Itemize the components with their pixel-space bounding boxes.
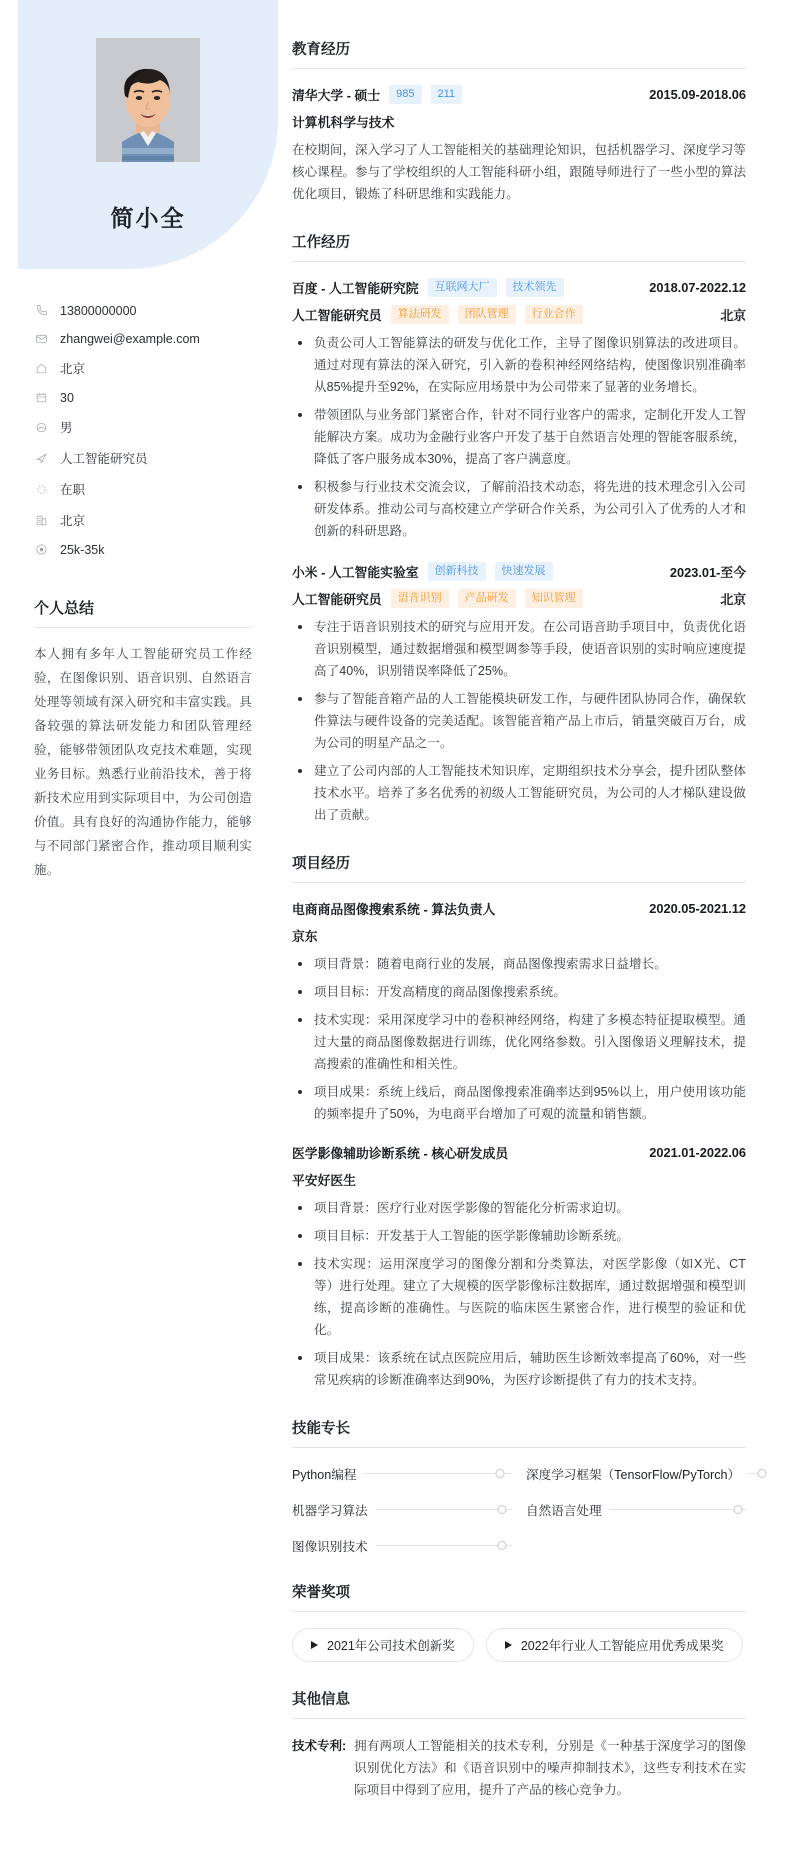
work-title: 工作经历 <box>292 231 746 262</box>
other-title: 其他信息 <box>292 1688 746 1719</box>
work-location: 北京 <box>720 308 746 323</box>
summary-text: 本人拥有多年人工智能研究员工作经验，在图像识别、语音识别、自然语言处理等领域有深入研究和丰富实践。具备较强的算法研发能力和团队管理经验，能够带领团队攻克技术难题，实现业务目标。熟悉行业前沿技术，善于将新技术应用到实际项目中，为公司创造价值。具有良好的沟通协作能力，能够与不同部门紧密合作，推动项目顺利实施。 <box>34 647 252 877</box>
contact-value: 北京 <box>60 362 86 376</box>
portrait-photo-icon <box>96 38 200 162</box>
skill-slider[interactable] <box>376 1504 512 1516</box>
list-item: 参与了智能音箱产品的人工智能模块研发工作，与硬件团队协同合作，确保软件算法与硬件设备的完美适配。该智能音箱产品上市后，销量突破百万台，成为公司的明星产品之一。 <box>292 688 746 754</box>
list-item: 项目目标：开发基于人工智能的医学影像辅助诊断系统。 <box>292 1225 746 1247</box>
honor-label: 2022年行业人工智能应用优秀成果奖 <box>520 1639 724 1653</box>
project-date: 2020.05-2021.12 <box>649 901 746 916</box>
work-bullets <box>292 332 746 542</box>
play-triangle-icon <box>311 1641 318 1649</box>
work-role-tag: 团队管理 <box>458 305 516 324</box>
list-item: 专注于语音识别技术的研究与应用开发。在公司语音助手项目中，负责优化语音识别模型，通过数据增强和模型调参等手段，使语音识别的实时响应速度提高了40%，识别错误率降低了25%。 <box>292 616 746 682</box>
work-company-tag: 创新科技 <box>428 562 486 581</box>
contact-value: 13800000000 <box>60 303 137 318</box>
honor-chip[interactable] <box>292 1628 474 1662</box>
summary-title: 个人总结 <box>34 597 252 628</box>
list-item: 积极参与行业技术交流会议，了解前沿技术动态，将先进的技术理念引入公司研发体系。推动公司与高校建立产学研合作关系，为公司引入了优秀的人才和创新的科研思路。 <box>292 476 746 542</box>
project-entry <box>292 899 746 1125</box>
work-role-line <box>292 589 746 608</box>
work-role-tag: 产品研发 <box>458 589 516 608</box>
project-header <box>292 899 746 918</box>
education-tag: 211 <box>431 85 463 104</box>
contact-value: 男 <box>60 421 73 435</box>
work-date: 2023.01-至今 <box>669 565 746 580</box>
honor-label: 2021年公司技术创新奖 <box>327 1639 455 1653</box>
contact-item-gender <box>34 418 278 436</box>
contact-value: 在职 <box>60 483 86 497</box>
rocket-icon <box>34 451 49 466</box>
skill-item <box>526 1464 746 1483</box>
skills-grid <box>292 1464 746 1555</box>
work-entry <box>292 562 746 826</box>
honor-chip[interactable] <box>486 1628 743 1662</box>
list-item: 技术实现：采用深度学习中的卷积神经网络，构建了多模态特征提取模型。通过大量的商品图像数据进行训练，优化网络参数。引入图像语义理解技术，提高搜索的准确性和相关性。 <box>292 1009 746 1075</box>
skills-section <box>292 1417 746 1555</box>
slider-knob[interactable] <box>498 1505 507 1514</box>
honors-section <box>292 1581 746 1662</box>
slider-knob[interactable] <box>498 1541 507 1550</box>
contact-item-salary <box>34 542 278 557</box>
slider-track <box>610 1509 746 1510</box>
skill-label: 机器学习算法 <box>292 1504 368 1518</box>
project-name: 电商商品图像搜索系统 - 算法负责人 <box>292 902 496 917</box>
work-role: 人工智能研究员 <box>292 592 382 607</box>
contact-value: 人工智能研究员 <box>60 452 148 466</box>
skill-item <box>292 1464 512 1483</box>
work-section <box>292 231 746 826</box>
project-bullets <box>292 953 746 1125</box>
contact-item-status <box>34 480 278 498</box>
skill-grid-empty-cell <box>526 1536 746 1555</box>
work-company-tag: 技术领先 <box>506 278 564 297</box>
gender-icon <box>34 420 49 435</box>
other-row <box>292 1735 746 1801</box>
building-icon <box>34 513 49 528</box>
list-item: 项目成果：系统上线后，商品图像搜索准确率达到95%以上，用户使用该功能的频率提升了50%，为电商平台增加了可观的流量和销售额。 <box>292 1081 746 1125</box>
education-school: 清华大学 - 硕士 <box>292 88 381 103</box>
sidebar <box>0 0 278 902</box>
contact-list <box>34 303 278 557</box>
honors-list <box>292 1628 746 1662</box>
slider-track <box>376 1509 512 1510</box>
list-item: 技术实现：运用深度学习的图像分割和分类算法，对医学影像（如X光、CT等）进行处理。建立了大规模的医学影像标注数据库，通过数据增强和模型训练，提高诊断的准确性。与医院的临床医生紧密合作，进行模型的验证和优化。 <box>292 1253 746 1341</box>
contact-item-age <box>34 390 278 405</box>
contact-value: 25k-35k <box>60 542 105 557</box>
project-org: 平安好医生 <box>292 1173 356 1188</box>
education-section <box>292 38 746 205</box>
work-entry <box>292 278 746 542</box>
other-section <box>292 1688 746 1801</box>
skill-item <box>292 1500 512 1519</box>
education-date: 2015.09-2018.06 <box>649 87 746 102</box>
contact-item-phone <box>34 303 278 318</box>
work-role-line <box>292 305 746 324</box>
work-role-tag: 知识管理 <box>525 589 583 608</box>
home-icon <box>34 361 49 376</box>
project-header <box>292 1143 746 1162</box>
work-location: 北京 <box>720 592 746 607</box>
project-entry <box>292 1143 746 1391</box>
work-date: 2018.07-2022.12 <box>649 280 746 295</box>
work-company: 百度 - 人工智能研究院 <box>292 281 419 296</box>
list-item: 项目背景：随着电商行业的发展，商品图像搜索需求日益增长。 <box>292 953 746 975</box>
work-company-tag: 快速发展 <box>495 562 553 581</box>
education-header <box>292 85 746 104</box>
status-icon <box>34 482 49 497</box>
contact-value: 30 <box>60 390 74 405</box>
education-tag: 985 <box>389 85 421 104</box>
contact-item-city <box>34 511 278 529</box>
projects-section <box>292 852 746 1391</box>
contact-item-position <box>34 449 278 467</box>
slider-knob[interactable] <box>758 1469 767 1478</box>
project-org: 京东 <box>292 929 318 944</box>
slider-track <box>376 1545 512 1546</box>
skill-slider[interactable] <box>364 1468 512 1480</box>
contact-value: zhangwei@example.com <box>60 331 200 346</box>
calendar-icon <box>34 390 49 405</box>
project-bullets <box>292 1197 746 1391</box>
skill-label: 深度学习框架（TensorFlow/PyTorch） <box>526 1468 741 1482</box>
skill-slider[interactable] <box>610 1504 746 1516</box>
work-company-line <box>292 562 746 581</box>
list-item: 建立了公司内部的人工智能技术知识库，定期组织技术分享会，提升团队整体技术水平。培养了多名优秀的初级人工智能研究员，为公司的人才梯队建设做出了贡献。 <box>292 760 746 826</box>
slider-knob[interactable] <box>496 1469 505 1478</box>
education-title: 教育经历 <box>292 38 746 69</box>
skill-item <box>292 1536 512 1555</box>
contact-item-hometown <box>34 359 278 377</box>
main-content <box>278 0 794 1857</box>
skill-label: 图像识别技术 <box>292 1540 368 1554</box>
skill-slider[interactable] <box>748 1468 762 1480</box>
profile-hero <box>18 0 278 269</box>
work-company: 小米 - 人工智能实验室 <box>292 565 419 580</box>
education-entry <box>292 85 746 205</box>
honors-title: 荣誉奖项 <box>292 1581 746 1612</box>
project-name: 医学影像辅助诊断系统 - 核心研发成员 <box>292 1146 509 1161</box>
work-role-tag: 语音识别 <box>391 589 449 608</box>
skills-title: 技能专长 <box>292 1417 746 1448</box>
list-item: 项目目标：开发高精度的商品图像搜索系统。 <box>292 981 746 1003</box>
list-item: 项目成果：该系统在试点医院应用后，辅助医生诊断效率提高了60%，对一些常见疾病的诊断准确率达到90%，为医疗诊断提供了有力的技术支持。 <box>292 1347 746 1391</box>
phone-icon <box>34 303 49 318</box>
person-name: 简小全 <box>110 205 186 231</box>
list-item: 负责公司人工智能算法的研发与优化工作，主导了图像识别算法的改进项目。通过对现有算法的深入研究，引入新的卷积神经网络结构，使图像识别准确率从85%提升至92%，在实际应用场景中为公司带来了显著的业务增长。 <box>292 332 746 398</box>
other-label: 技术专利: <box>292 1739 347 1753</box>
list-item: 带领团队与业务部门紧密合作，针对不同行业客户的需求，定制化开发人工智能解决方案。成功为金融行业客户开发了基于自然语言处理的智能客服系统，降低了客户服务成本30%，提高了客户满意度。 <box>292 404 746 470</box>
work-role: 人工智能研究员 <box>292 308 382 323</box>
slider-track <box>364 1473 512 1474</box>
work-company-tag: 互联网大厂 <box>428 278 497 297</box>
slider-knob[interactable] <box>733 1505 742 1514</box>
work-company-line <box>292 278 746 297</box>
project-date: 2021.01-2022.06 <box>649 1145 746 1160</box>
avatar <box>96 38 200 162</box>
contact-value: 北京 <box>60 514 86 528</box>
work-role-tag: 行业合作 <box>525 305 583 324</box>
contact-item-email <box>34 331 278 346</box>
summary-section <box>34 597 252 882</box>
play-triangle-icon <box>505 1641 512 1649</box>
email-icon <box>34 331 49 346</box>
skill-item <box>526 1500 746 1519</box>
skill-label: Python编程 <box>292 1468 357 1482</box>
list-item: 项目背景：医疗行业对医学影像的智能化分析需求迫切。 <box>292 1197 746 1219</box>
skill-label: 自然语言处理 <box>526 1504 602 1518</box>
work-bullets <box>292 616 746 826</box>
other-text: 拥有两项人工智能相关的技术专利，分别是《一种基于深度学习的图像识别优化方法》和《语音识别中的噪声抑制技术》，这些专利技术在实际项目中得到了应用，提升了产品的核心竞争力。 <box>354 1739 746 1797</box>
salary-icon <box>34 542 49 557</box>
skill-slider[interactable] <box>376 1540 512 1552</box>
projects-title: 项目经历 <box>292 852 746 883</box>
work-role-tag: 算法研发 <box>391 305 449 324</box>
education-major: 计算机科学与技术 <box>292 115 395 130</box>
education-desc: 在校期间，深入学习了人工智能相关的基础理论知识，包括机器学习、深度学习等核心课程。参与了学校组织的人工智能科研小组，跟随导师进行了一些小型的算法优化项目，锻炼了科研思维和实践能力。 <box>292 143 746 201</box>
